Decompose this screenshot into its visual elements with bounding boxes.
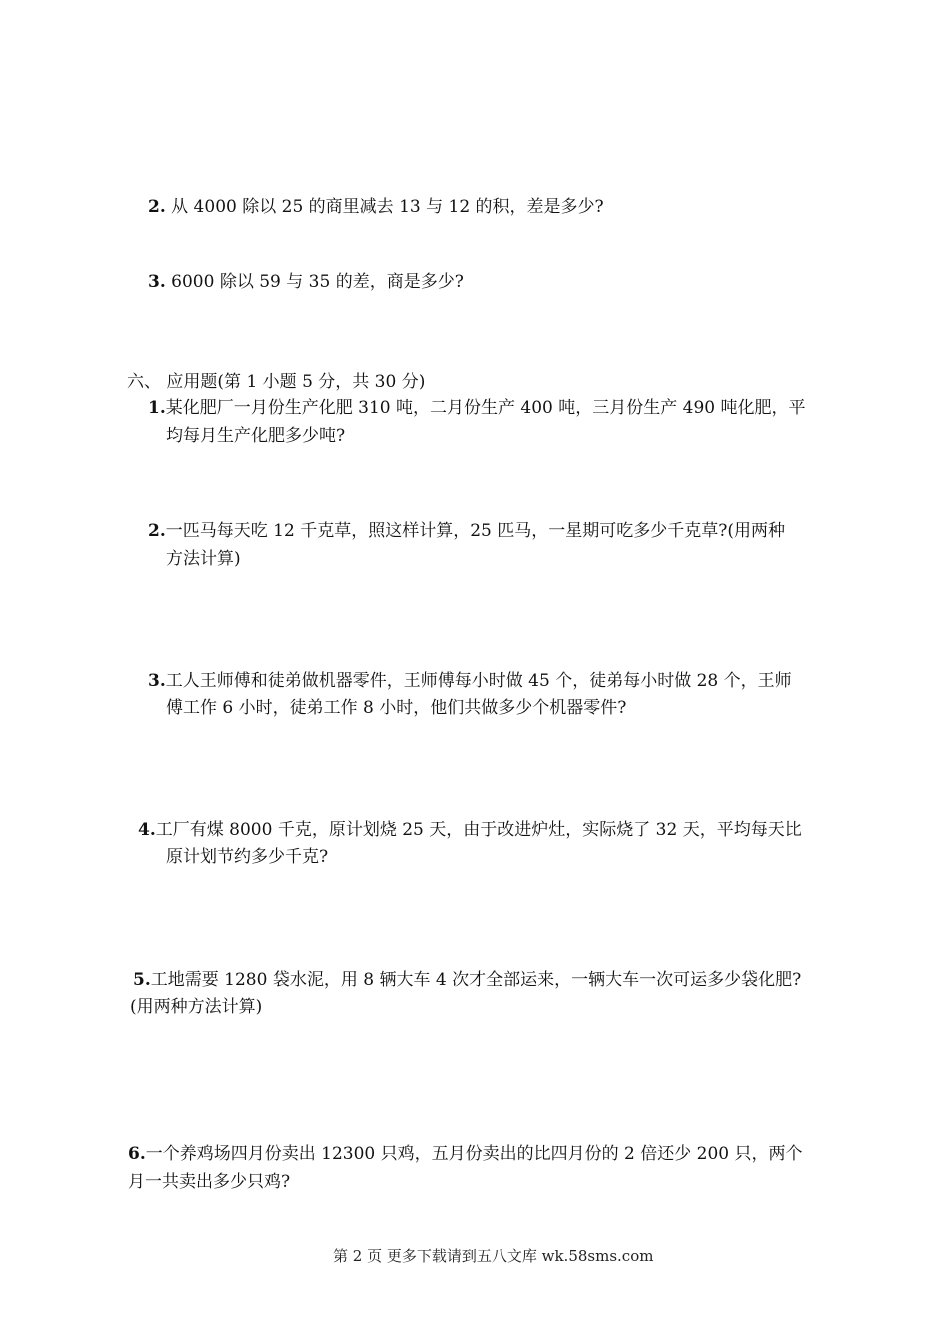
app-question-2-cont: 方法计算): [166, 549, 241, 569]
question-number: 6.: [128, 1144, 146, 1164]
app-question-1: [148, 396, 806, 420]
app-question-3-cont: 傅工作 6 小时，徒弟工作 8 小时，他们共做多少个机器零件?: [166, 698, 627, 718]
question-number: 1.: [148, 398, 166, 418]
app-question-6-cont: 月一共卖出多少只鸡?: [128, 1172, 291, 1192]
app-question-3: [148, 669, 792, 693]
calc-question-3: [148, 270, 464, 294]
question-text-line1: 一匹马每天吃 12 千克草，照这样计算，25 匹马，一星期可吃多少千克草?(用两种: [165, 521, 785, 541]
calc-question-2: [148, 195, 604, 219]
app-question-5: [133, 968, 801, 992]
question-text: 从 4000 除以 25 的商里减去 13 与 12 的积，差是多少?: [171, 197, 604, 217]
question-text-line1: 工人王师傅和徒弟做机器零件，王师傅每小时做 45 个，徒弟每小时做 28 个，王师: [165, 671, 792, 691]
question-text-line1: 一个养鸡场四月份卖出 12300 只鸡，五月份卖出的比四月份的 2 倍还少 200 只，两个: [145, 1144, 803, 1164]
app-question-5-cont: (用两种方法计算): [130, 997, 263, 1017]
question-text-line1: 某化肥厂一月份生产化肥 310 吨，二月份生产 400 吨，三月份生产 490 吨化肥，平: [165, 398, 806, 418]
question-number: 4.: [138, 820, 156, 840]
question-text-line1: 工地需要 1280 袋水泥，用 8 辆大车 4 次才全部运来，一辆大车一次可运多少袋化肥?: [150, 970, 802, 990]
question-text-line1: 工厂有煤 8000 千克，原计划烧 25 天，由于改进炉灶，实际烧了 32 天，平均每天比: [155, 820, 802, 840]
question-number: 2.: [148, 197, 166, 217]
question-number: 5.: [133, 970, 151, 990]
section-six-heading: 六、 应用题(第 1 小题 5 分，共 30 分): [127, 372, 426, 392]
app-question-4: [138, 818, 802, 842]
app-question-6: [128, 1142, 803, 1166]
question-number: 3.: [148, 671, 166, 691]
app-question-1-cont: 均每月生产化肥多少吨?: [166, 426, 346, 446]
question-number: 3.: [148, 272, 166, 292]
app-question-2: [148, 519, 785, 543]
question-number: 2.: [148, 521, 166, 541]
question-text: 6000 除以 59 与 35 的差，商是多少?: [171, 272, 464, 292]
app-question-4-cont: 原计划节约多少千克?: [166, 847, 329, 867]
page-footer: 第 2 页 更多下载请到五八文库 wk.58sms.com: [333, 1247, 654, 1265]
